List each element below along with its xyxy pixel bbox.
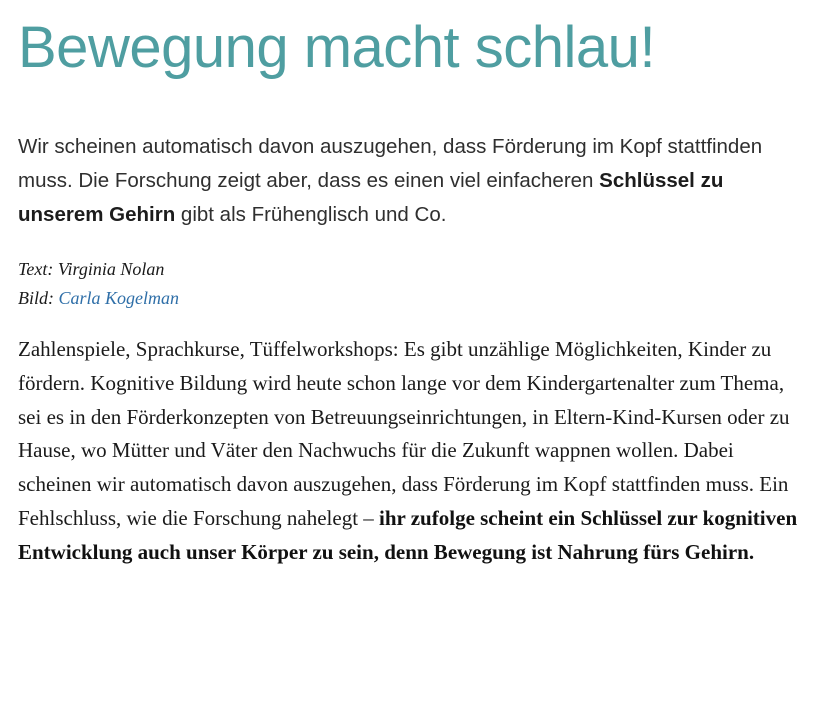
article-lead: [18, 130, 808, 232]
body-text-start: Zahlenspiele, Sprachkurse, Tüffelworkshops: Es gibt unzählige Möglichkeiten, Kinder zu fördern. Kognitive Bildung wird heute schon lange vor dem Kindergartenalter zum Thema, sei es in den Förderkonzepten von Betreuungseinrichtungen, in Eltern-Kind-Kursen oder zu Hause, wo Mütter und Väter den Nachwuchs für die Zukunft wappnen wollen. Dabei scheinen wir automatisch davon auszugehen, dass Förderung im Kopf stattfinden muss. Ein Fehlschluss, wie die Forschung nahelegt –: [18, 337, 790, 530]
credit-image-label: Bild:: [18, 288, 54, 308]
article-credits: [18, 255, 818, 313]
article-body: [18, 333, 808, 570]
credit-text-label: Text:: [18, 259, 54, 279]
lead-highlight: Schlüssel zu unserem Gehirn: [18, 169, 724, 226]
credit-image-line: [18, 284, 818, 313]
credit-image-author-link[interactable]: Carla Kogelman: [58, 288, 180, 308]
lead-text-end: gibt als Frühenglisch und Co.: [175, 203, 447, 226]
credit-text-author: Virginia Nolan: [57, 259, 165, 279]
body-highlight: ihr zufolge scheint ein Schlüssel zur kognitiven Entwicklung auch unser Körper zu sein, denn Bewegung ist Nahrung fürs Gehirn.: [18, 505, 798, 564]
credit-text-line: [18, 255, 818, 284]
article: [18, 0, 818, 570]
lead-text-start: Wir scheinen automatisch davon auszugehen, dass Förderung im Kopf stattfinden muss. Die Forschung zeigt aber, dass es einen viel einfacheren: [18, 135, 763, 192]
article-title: Bewegung macht schlau!: [18, 15, 656, 80]
